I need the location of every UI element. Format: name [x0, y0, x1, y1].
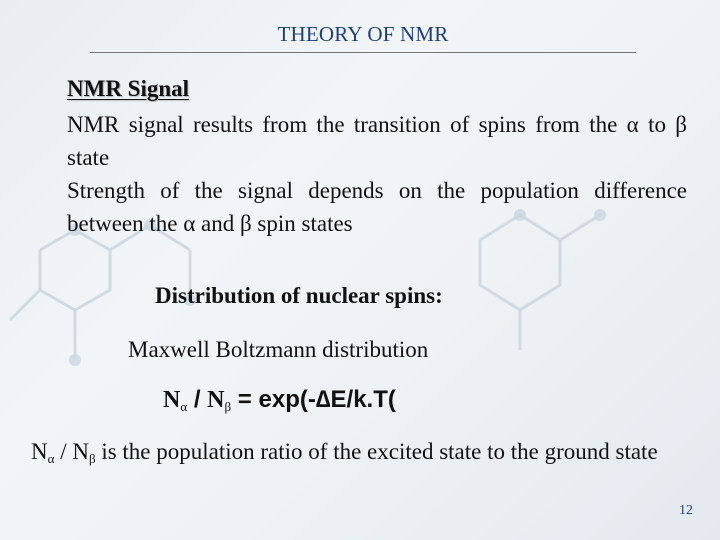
section-heading: NMR Signal [67, 76, 190, 101]
distribution-heading: Distribution of nuclear spins: [155, 283, 443, 308]
explanation-slash: / [54, 439, 73, 464]
equation-alpha-subscript: α [180, 399, 188, 414]
explanation-n-alpha: N [31, 439, 48, 464]
equation-n-alpha: N [163, 387, 181, 413]
explanation-n-beta: N [72, 439, 89, 464]
title-divider [90, 52, 636, 53]
equation-beta-subscript: β [224, 399, 232, 414]
equation-n-beta: N [207, 387, 225, 413]
page-number: 12 [679, 503, 693, 518]
maxwell-boltzmann-label: Maxwell Boltzmann distribution [128, 337, 429, 362]
boltzmann-equation [163, 386, 396, 415]
paragraph-strength: Strength of the signal depends on the population difference between the α and β spin states [67, 178, 687, 236]
equation-rhs: = exp(-∆E/k.T( [231, 386, 396, 413]
slide-title: THEORY OF NMR [277, 22, 449, 46]
paragraph-transition: NMR signal results from the transition of spins from the α to β state [67, 112, 687, 170]
equation-slash: / [187, 386, 208, 413]
explanation-text: is the population ratio of the excited state to the ground state [95, 439, 658, 464]
explanation-beta-subscript: β [88, 451, 96, 466]
explanation-alpha-subscript: α [47, 451, 55, 466]
population-ratio-explanation [31, 436, 681, 475]
